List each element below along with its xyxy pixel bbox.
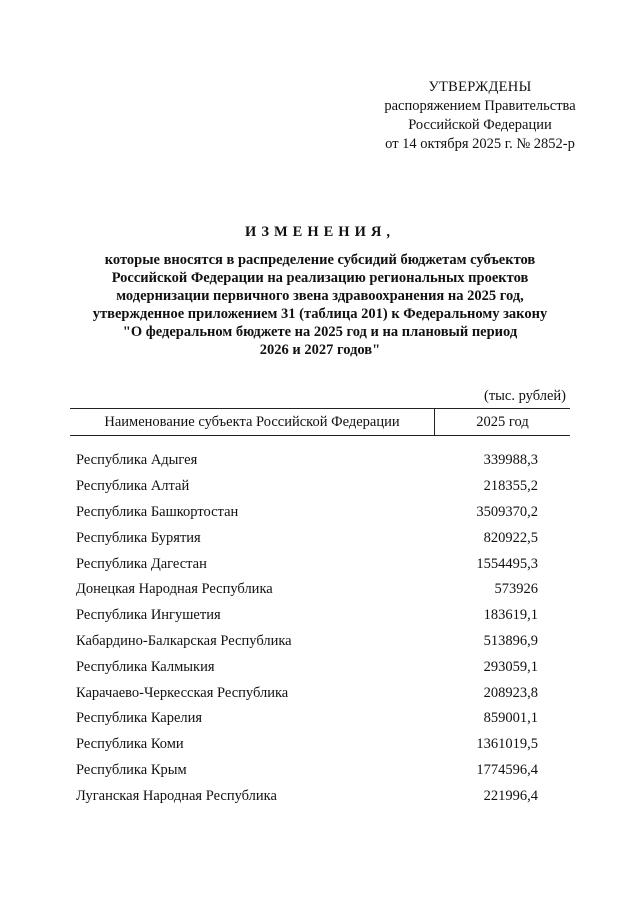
subject-name: Республика Коми (76, 736, 184, 753)
column-header-subject: Наименование субъекта Российской Федерации (70, 409, 435, 435)
subject-amount: 820922,5 (483, 529, 538, 546)
table-row (76, 448, 570, 474)
subject-amount: 339988,3 (483, 452, 538, 469)
subject-name: Карачаево-Черкесская Республика (76, 684, 289, 701)
table-row (76, 783, 570, 809)
table-row (76, 758, 570, 784)
subject-name: Республика Башкортостан (76, 503, 239, 520)
subject-amount: 208923,8 (483, 684, 538, 701)
subject-amount: 293059,1 (483, 658, 538, 675)
subject-amount: 1554495,3 (476, 555, 538, 572)
subject-name: Республика Алтай (76, 478, 190, 495)
subject-name: Республика Дагестан (76, 555, 207, 572)
subject-name: Республика Бурятия (76, 529, 201, 546)
approval-line: от 14 октября 2025 г. № 2852-р (385, 136, 575, 152)
subject-amount: 218355,2 (483, 478, 538, 495)
subject-amount: 573926 (494, 581, 538, 598)
subject-name: Донецкая Народная Республика (76, 581, 273, 598)
table-row (76, 500, 570, 526)
subtitle-line: Российской Федерации на реализацию региональных проектов (111, 270, 529, 286)
subject-amount: 1774596,4 (476, 761, 538, 778)
table-header (70, 408, 570, 436)
approval-line: распоряжением Правительства (384, 98, 576, 114)
subject-name: Республика Адыгея (76, 452, 198, 469)
subtitle-line: модернизации первичного звена здравоохранения на 2025 год, (116, 288, 524, 304)
subject-name: Республика Карелия (76, 710, 203, 727)
document-subtitle (60, 251, 580, 359)
table-row (76, 603, 570, 629)
document-title: ИЗМЕНЕНИЯ, (245, 224, 395, 240)
approval-block (330, 78, 630, 154)
subject-amount: 1361019,5 (476, 736, 538, 753)
subject-name: Кабардино-Балкарская Республика (76, 632, 292, 649)
subject-amount: 183619,1 (483, 607, 538, 624)
approval-line: Российской Федерации (408, 117, 552, 133)
table-row (76, 577, 570, 603)
table-body (76, 448, 570, 809)
table-row (76, 654, 570, 680)
table-row (76, 525, 570, 551)
document-heading (60, 224, 580, 359)
table-row (76, 680, 570, 706)
table-row (76, 551, 570, 577)
subject-amount: 859001,1 (483, 710, 538, 727)
subtitle-line: которые вносятся в распределение субсидий бюджетам субъектов (104, 252, 536, 268)
units-label: (тыс. рублей) (484, 388, 566, 404)
subject-name: Луганская Народная Республика (76, 787, 277, 804)
table-row (76, 474, 570, 500)
subject-name: Республика Ингушетия (76, 607, 221, 624)
subtitle-line: утвержденное приложением 31 (таблица 201) к Федеральному закону (92, 306, 548, 322)
subject-amount: 3509370,2 (476, 503, 538, 520)
subtitle-line: "О федеральном бюджете на 2025 год и на плановый период (122, 324, 518, 340)
table-row (76, 629, 570, 655)
column-header-year: 2025 год (476, 413, 529, 430)
subject-amount: 513896,9 (483, 632, 538, 649)
table-row (76, 732, 570, 758)
subject-name: Республика Калмыкия (76, 658, 215, 675)
subtitle-line: 2026 и 2027 годов" (259, 342, 381, 358)
table-row (76, 706, 570, 732)
subject-amount: 221996,4 (483, 787, 538, 804)
subject-name: Республика Крым (76, 761, 187, 778)
approval-title: УТВЕРЖДЕНЫ (428, 79, 532, 95)
